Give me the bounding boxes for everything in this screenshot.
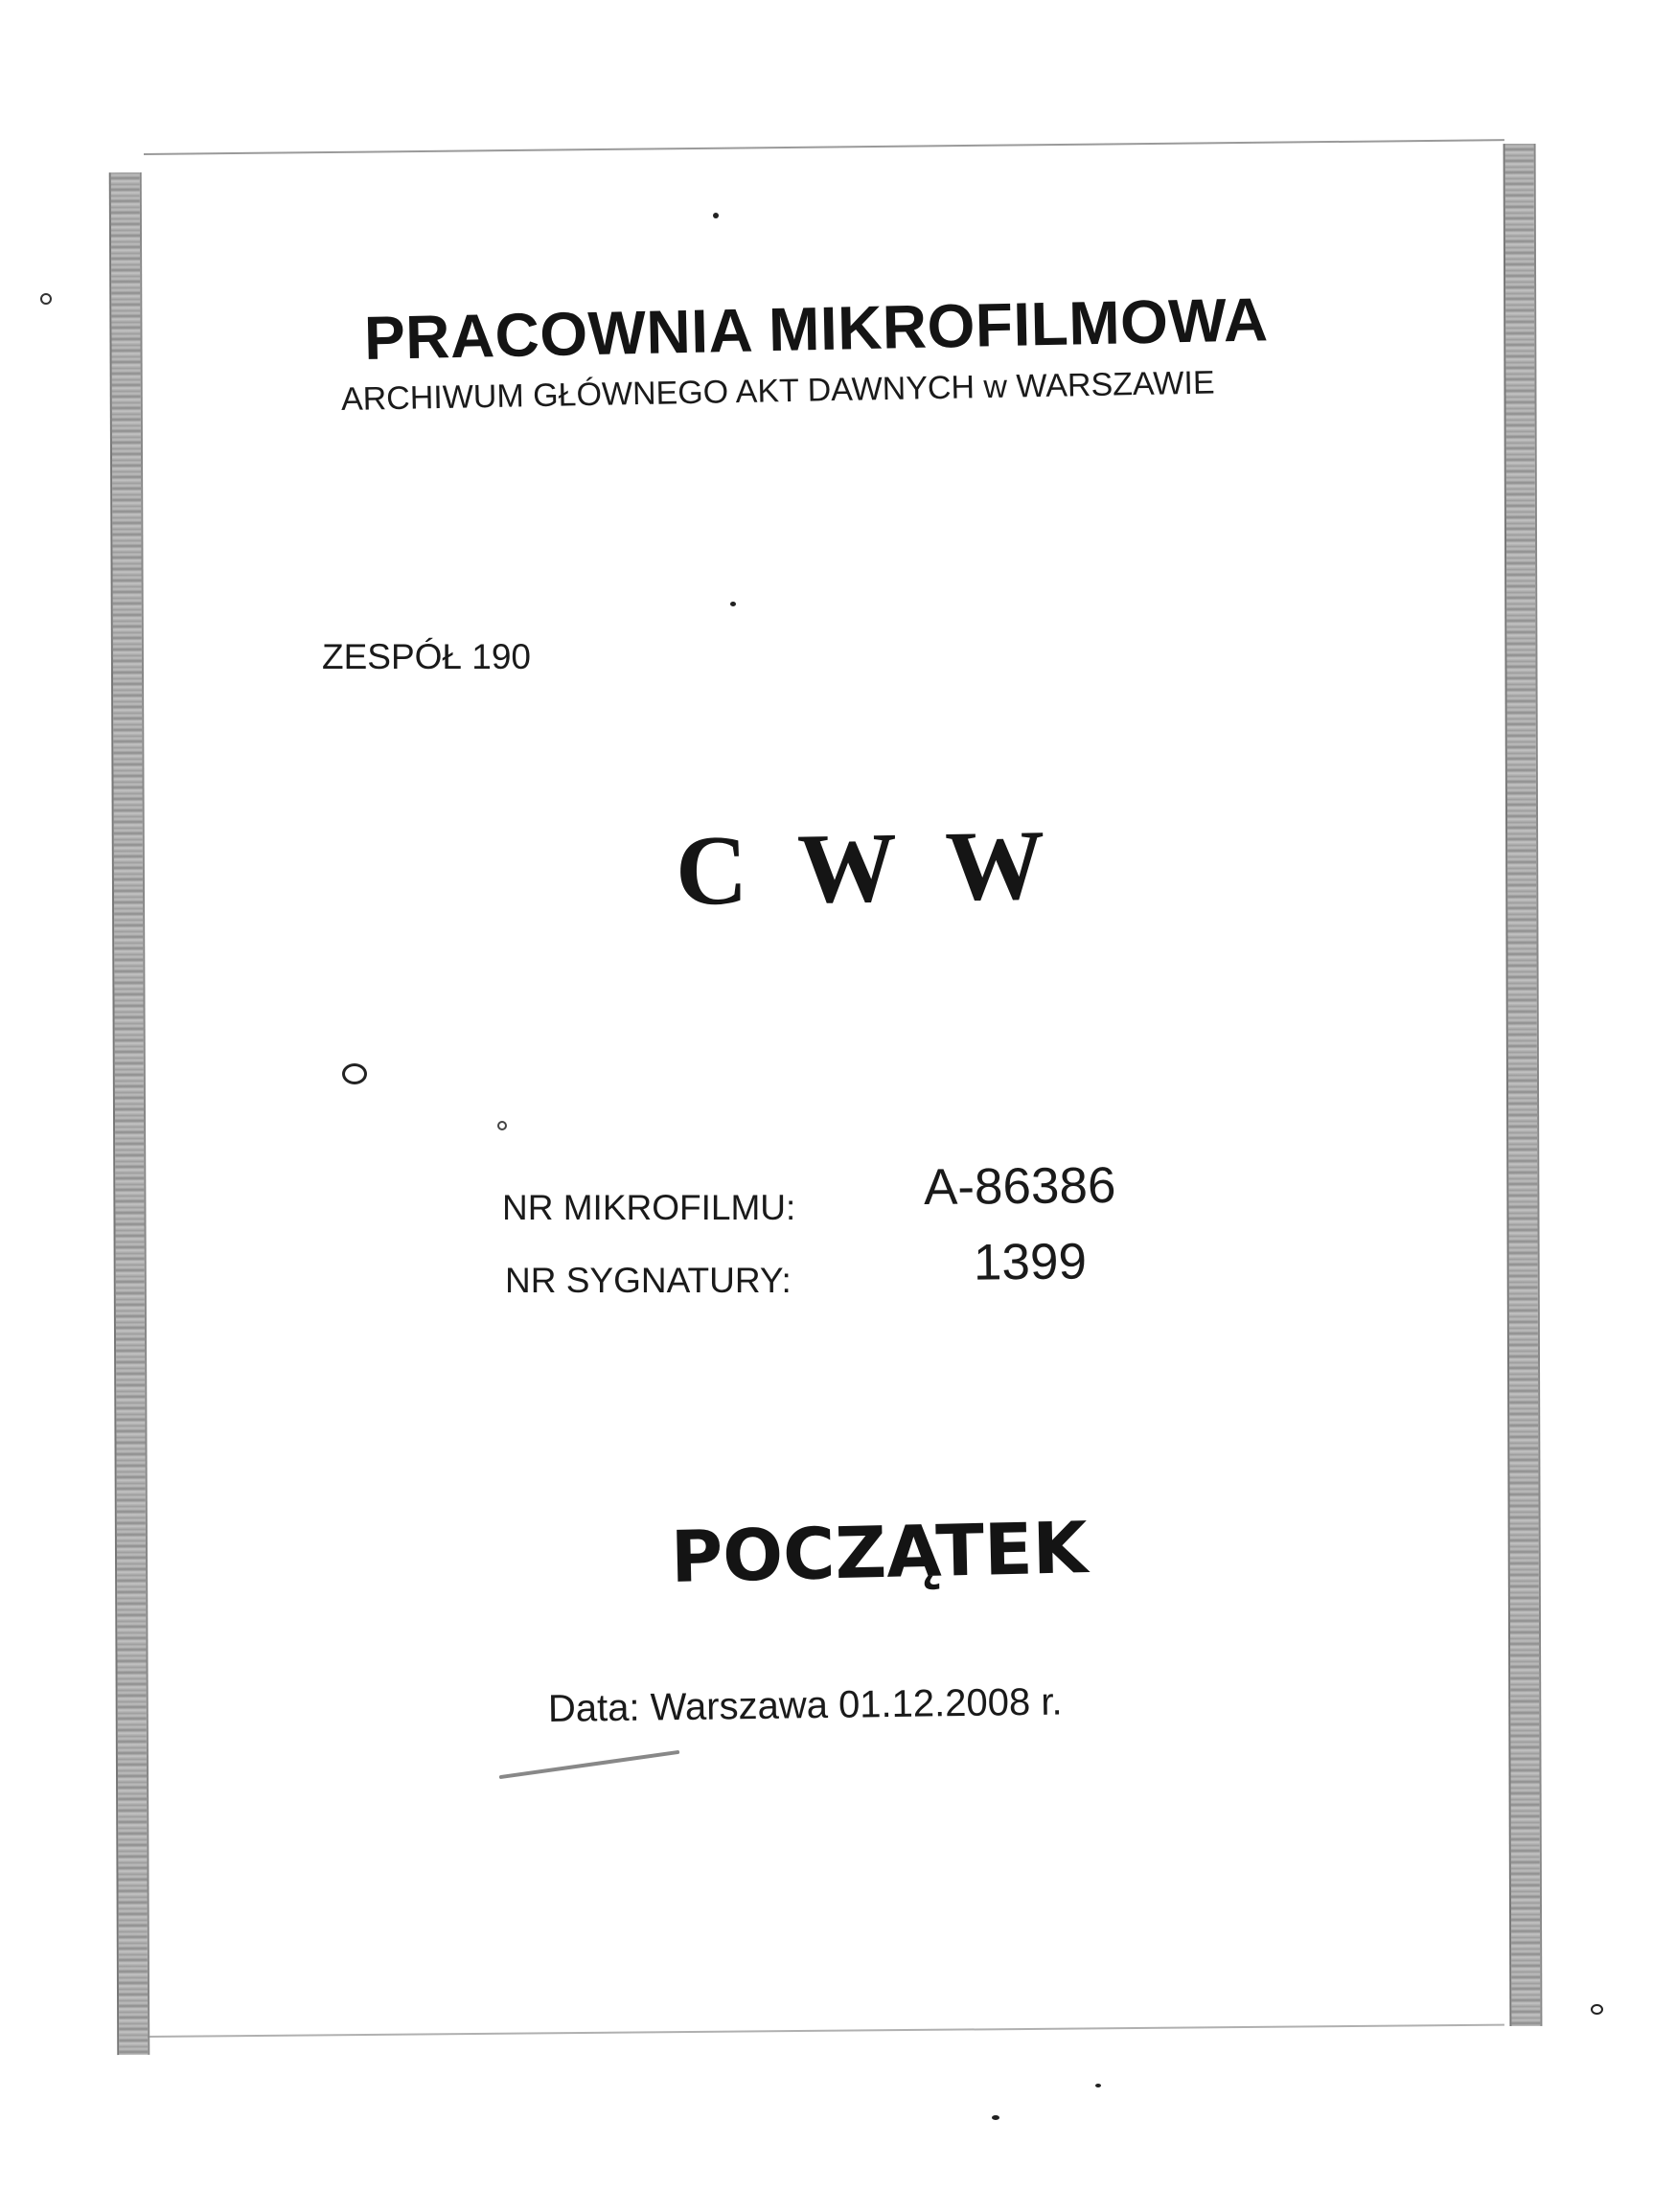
scan-speck: [1591, 2004, 1603, 2015]
microfilm-number-value: A-86386: [923, 1156, 1116, 1217]
signature-number-label: NR SYGNATURY:: [505, 1261, 792, 1300]
frame-bottom-line: [144, 2024, 1504, 2038]
frame-top-line: [144, 139, 1504, 155]
microfilm-number-label: NR MIKROFILMU:: [502, 1188, 796, 1227]
date-line: Data: Warszawa 01.12.2008 r.: [547, 1680, 1063, 1730]
scan-speck: [40, 293, 52, 305]
scan-speck: [992, 2115, 999, 2120]
scan-speck: [1095, 2084, 1101, 2087]
fonds-label: ZESPÓŁ 190: [322, 637, 532, 676]
film-edge-left: [109, 172, 150, 2055]
collection-code: C W W: [674, 810, 1060, 926]
scan-speck: [713, 213, 719, 218]
scan-speck: [342, 1063, 367, 1084]
section-marker: POCZĄTEK: [670, 1507, 1089, 1599]
archive-subtitle: ARCHIWUM GŁÓWNEGO AKT DAWNYCH w WARSZAWIE: [340, 364, 1215, 418]
scan-speck: [730, 602, 736, 606]
page-title: PRACOWNIA MIKROFILMOWA: [363, 285, 1270, 373]
scan-speck: [497, 1121, 507, 1130]
scan-speck: [499, 1750, 680, 1779]
signature-number-value: 1399: [973, 1233, 1088, 1291]
film-edge-right: [1504, 144, 1543, 2026]
